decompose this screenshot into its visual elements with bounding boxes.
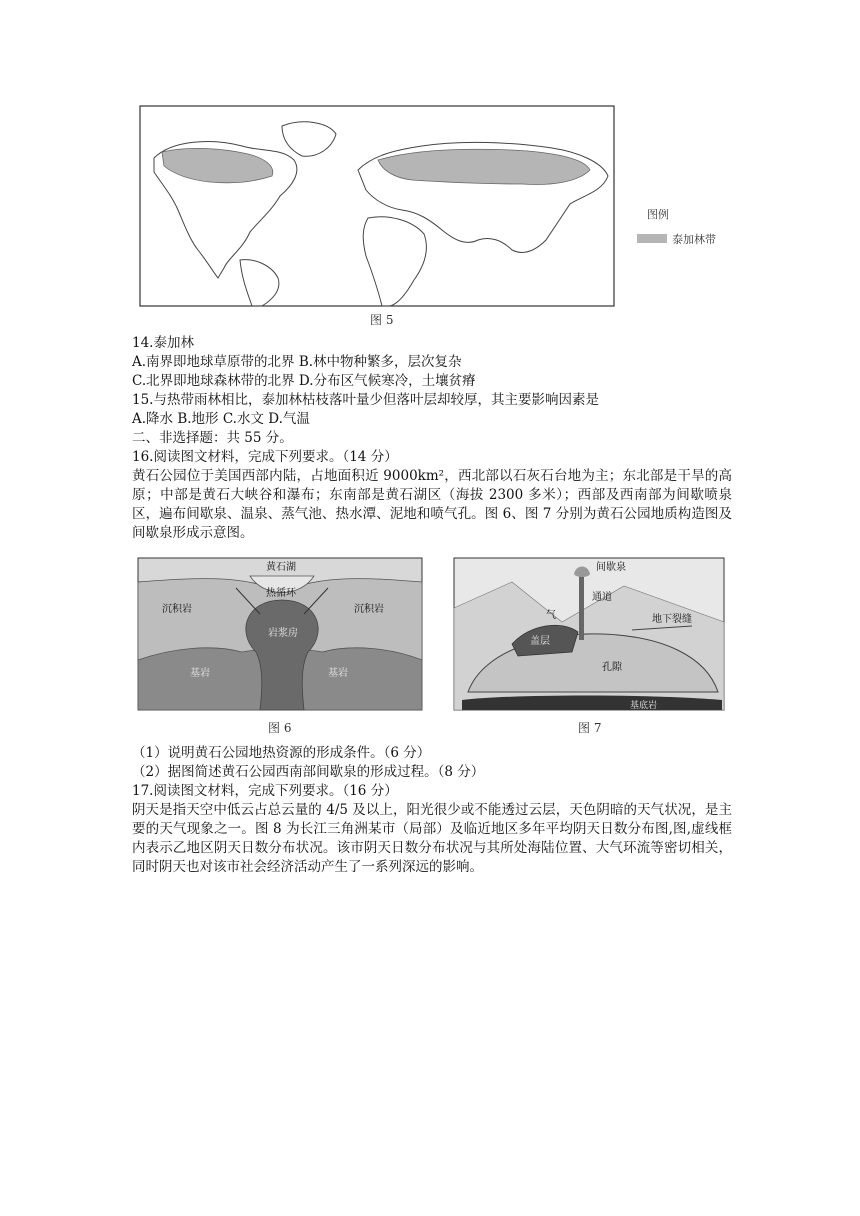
figures-6-7 bbox=[132, 552, 732, 742]
fig6-sed-left-label: 沉积岩 bbox=[162, 604, 192, 615]
taiga-belt-eurasia bbox=[378, 149, 590, 184]
q15-options: A.降水 B.地形 C.水文 D.气温 bbox=[132, 411, 310, 427]
q14-options-line1: A.南界即地球草原带的北界 B.林中物种繁多，层次复杂 bbox=[132, 354, 462, 370]
figure-6-caption: 图 6 bbox=[268, 721, 292, 735]
legend-title: 图例 bbox=[647, 208, 669, 221]
fig6-magma-label: 岩浆房 bbox=[268, 628, 298, 639]
fig6-base-right-label: 基岩 bbox=[328, 668, 348, 679]
geyser-channel bbox=[579, 574, 584, 640]
figure-7-caption: 图 7 bbox=[578, 721, 602, 735]
fig6-lake-label: 黄石湖 bbox=[266, 562, 296, 573]
q16-material: 黄石公园位于美国西部内陆，占地面积近 9000km²，西北部以石灰石台地为主；东北部是干旱的高原；中部是黄石大峡谷和瀑布；东南部是黄石湖区（海拔 2300 多米）；西部及西南部为间歇喷泉区，遍布间歇泉、温泉、蒸气池、热水潭、泥地和喷气孔。图 6、图 7 分别为黄石公园地质构造图及间歇泉形成示意图。 bbox=[132, 468, 732, 541]
fig7-geyser-label: 间歇泉 bbox=[596, 562, 626, 573]
q16-stem: 16.阅读图文材料，完成下列要求。（14 分） bbox=[132, 449, 398, 465]
questions-block bbox=[132, 334, 732, 543]
fig7-crack-label: 地下裂缝 bbox=[652, 614, 692, 625]
fig6-sed-right-label: 沉积岩 bbox=[354, 604, 384, 615]
fig7-cap-label: 盖层 bbox=[530, 636, 550, 647]
q14-stem: 14.泰加林 bbox=[132, 335, 194, 351]
legend-swatch bbox=[637, 234, 667, 243]
fig7-channel-label: 通道 bbox=[592, 592, 612, 603]
figure-7-geyser-diagram bbox=[454, 558, 724, 735]
questions-block-2 bbox=[132, 744, 732, 877]
legend-item-taiga: 泰加林带 bbox=[672, 233, 716, 246]
fig6-base-left-label: 基岩 bbox=[190, 668, 210, 679]
fig7-gas-label: 气 bbox=[546, 610, 556, 621]
fig7-base-label: 基底岩 bbox=[630, 701, 658, 711]
fig7-reservoir-label: 孔隙 bbox=[602, 662, 622, 673]
q15-stem: 15.与热带雨林相比，泰加林枯枝落叶量少但落叶层却较厚，其主要影响因素是 bbox=[132, 392, 599, 408]
base-rock bbox=[462, 696, 722, 711]
q16-subquestion-2: （2）据图简述黄石公园西南部间歇泉的形成过程。（8 分） bbox=[132, 764, 485, 780]
q17-material: 阴天是指天空中低云占总云量的 4/5 及以上，阳光很少或不能透过云层，天色阴暗的天气状况，是主要的天气现象之一。图 8 为长江三角洲某市（局部）及临近地区多年平均阴天日数分布图,图,虚线框内表示乙地区阴天日数分布状况。该市阴天日数分布状况与其所处海陆位置、大气环流等密切相关，同时阴天也对该市社会经济活动产生了一系列深远的影响。 bbox=[132, 802, 732, 875]
figure-6-geology-section bbox=[138, 558, 422, 735]
fig6-heat-label: 热循环 bbox=[266, 588, 296, 599]
q14-options-line2: C.北界即地球森林带的北界 D.分布区气候寒冷，土壤贫瘠 bbox=[132, 373, 476, 389]
q17-stem: 17.阅读图文材料，完成下列要求。（16 分） bbox=[132, 783, 398, 799]
section-2-heading: 二、非选择题：共 55 分。 bbox=[132, 430, 293, 446]
figure-5-taiga-map bbox=[132, 100, 732, 332]
q16-subquestion-1: （1）说明黄石公园地热资源的形成条件。（6 分） bbox=[132, 745, 431, 761]
figure-5-caption: 图 5 bbox=[370, 313, 394, 327]
